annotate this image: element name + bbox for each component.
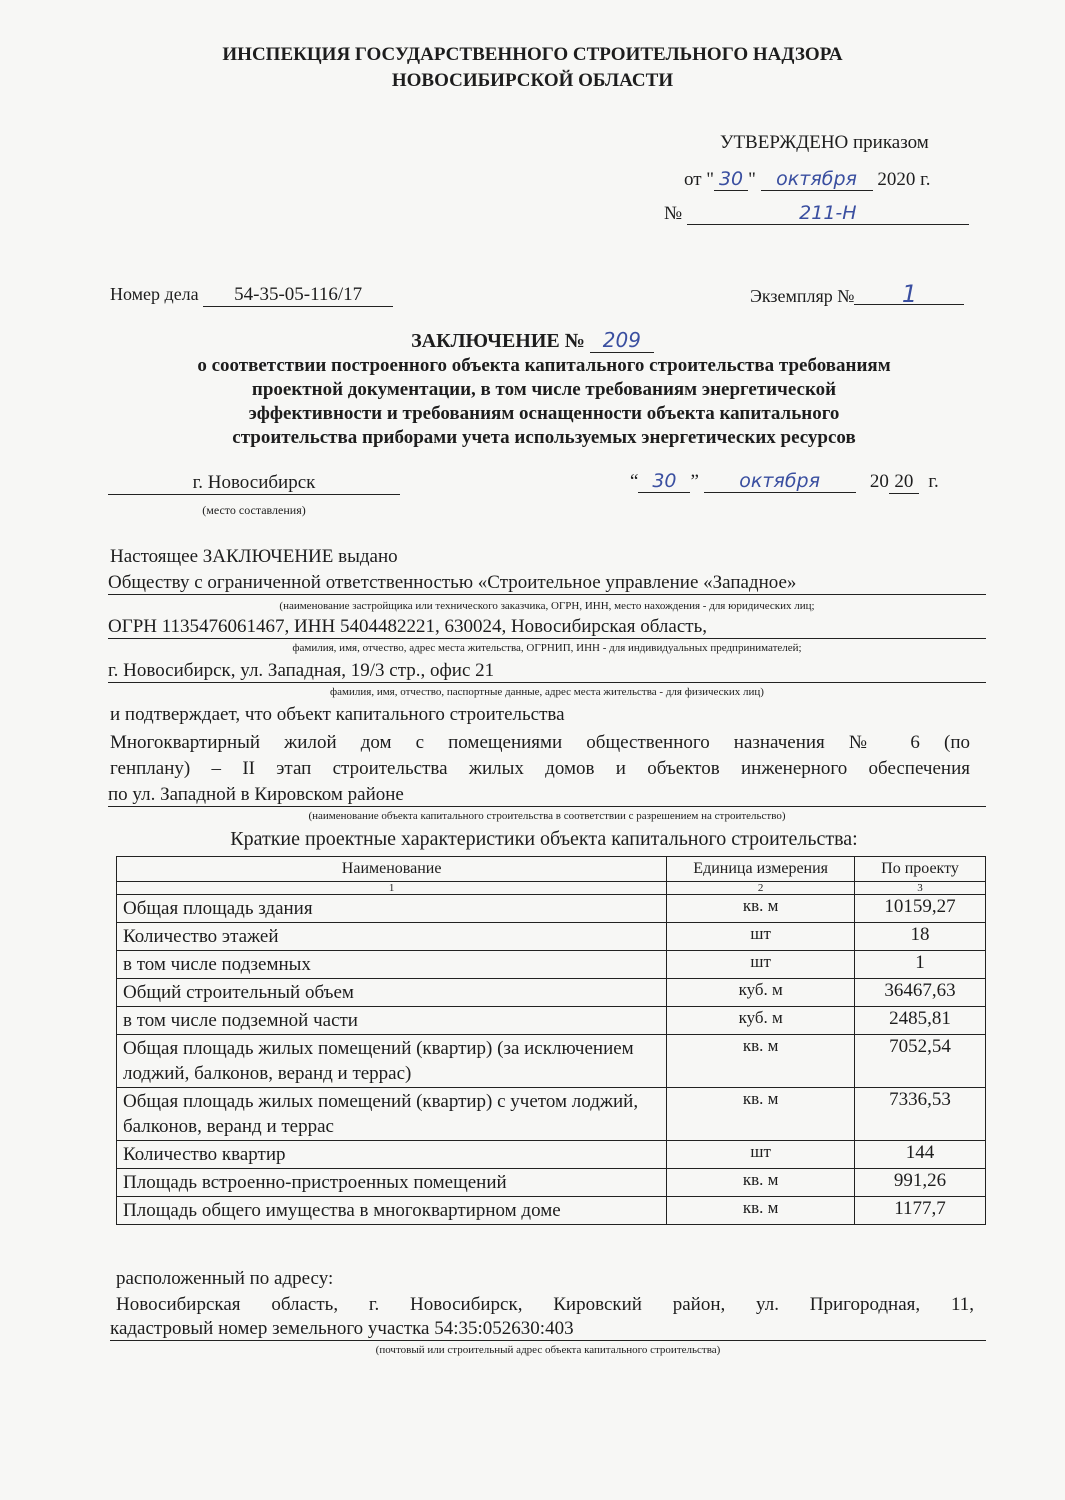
- approval-day: 30: [714, 168, 748, 191]
- place-date-open-quote: “: [630, 471, 639, 492]
- approval-title: УТВЕРЖДЕНО приказом: [720, 132, 929, 153]
- row-unit: кв. м: [667, 895, 855, 923]
- copy-number-row: [750, 280, 964, 308]
- conclusion-subtitle-line: строительства приборами учета используемых энергетических ресурсов: [232, 427, 856, 448]
- issued-line1: Обществу с ограниченной ответственностью «Строительное управление «Западное»: [108, 572, 986, 595]
- object-intro: и подтверждает, что объект капитального строительства: [110, 704, 565, 725]
- place-date-day: 30: [638, 470, 690, 493]
- place-year-unit: г.: [928, 471, 939, 492]
- object-line1: Многоквартирный жилой дом с помещениями общественного назначения № 6 (по: [110, 732, 970, 753]
- case-number-row: [110, 284, 393, 307]
- case-number-label: Номер дела: [110, 284, 199, 304]
- row-unit: куб. м: [667, 1007, 855, 1035]
- row-name: Количество квартир: [117, 1141, 667, 1169]
- table-header-row: [117, 857, 986, 882]
- col-number: 1: [117, 882, 667, 895]
- issued-line3: г. Новосибирск, ул. Западная, 19/3 стр., офис 21: [108, 660, 986, 683]
- table-row: [117, 1197, 986, 1225]
- table-row: [117, 951, 986, 979]
- org-title-line2: НОВОСИБИРСКОЙ ОБЛАСТИ: [391, 70, 674, 91]
- table-row: [117, 1141, 986, 1169]
- row-name: Общая площадь жилых помещений (квартир) с учетом лоджий, балконов, веранд и террас: [117, 1088, 667, 1141]
- address-line2: кадастровый номер земельного участка 54:35:052630:403: [110, 1318, 986, 1341]
- row-unit: кв. м: [667, 1169, 855, 1197]
- col-number: 3: [855, 882, 986, 895]
- copy-number: 1: [854, 284, 964, 305]
- address-caption: (почтовый или строительный адрес объекта капитального строительства): [375, 1344, 721, 1356]
- conclusion-subtitle-line: о соответствии построенного объекта капитального строительства требованиям: [197, 355, 891, 376]
- place-date-close-quote: ”: [690, 471, 699, 492]
- approval-day-suffix: ": [748, 169, 756, 190]
- place-caption: (место составления): [202, 503, 306, 517]
- row-unit: кв. м: [667, 1088, 855, 1141]
- issued-intro: Настоящее ЗАКЛЮЧЕНИЕ выдано: [110, 546, 398, 567]
- row-name: Общая площадь жилых помещений (квартир) (за исключением лоджий, балконов, веранд и террас): [117, 1035, 667, 1088]
- col-number: 2: [667, 882, 855, 895]
- approval-number-label: №: [664, 203, 683, 224]
- address-intro: расположенный по адресу:: [116, 1268, 334, 1289]
- approval-from-prefix: от ": [684, 169, 715, 190]
- row-value: 10159,27: [855, 895, 986, 923]
- place-city: г. Новосибирск: [108, 472, 400, 495]
- place-year-suffix: 20: [889, 471, 919, 494]
- row-value: 2485,81: [855, 1007, 986, 1035]
- address-line1: Новосибирская область, г. Новосибирск, Кировский район, ул. Пригородная, 11,: [116, 1294, 974, 1315]
- row-unit: шт: [667, 923, 855, 951]
- object-description: [110, 730, 970, 782]
- row-unit: кв. м: [667, 1197, 855, 1225]
- approval-number-row: [664, 202, 969, 225]
- row-unit: шт: [667, 1141, 855, 1169]
- row-value: 36467,63: [855, 979, 986, 1007]
- row-name: Общий строительный объем: [117, 979, 667, 1007]
- conclusion-title-prefix: ЗАКЛЮЧЕНИЕ №: [411, 330, 585, 352]
- conclusion-subtitle-line: эффективности и требованиям оснащенности объекта капитального: [248, 403, 840, 424]
- object-line2: генплану) – II этап строительства жилых домов и объектов инженерного обеспечения: [110, 758, 970, 779]
- row-value: 991,26: [855, 1169, 986, 1197]
- header-name: Наименование: [117, 857, 667, 882]
- header-value: По проекту: [855, 857, 986, 882]
- issued-caption1: (наименование застройщика или технического заказчика, ОГРН, ИНН, место нахождения - для юридических лиц;: [279, 600, 815, 612]
- org-title-line1: ИНСПЕКЦИЯ ГОСУДАРСТВЕННОГО СТРОИТЕЛЬНОГО НАДЗОРА: [222, 44, 843, 65]
- table-row: [117, 895, 986, 923]
- row-name: в том числе подземной части: [117, 1007, 667, 1035]
- object-line3: по ул. Западной в Кировском районе: [108, 784, 986, 807]
- header-unit: Единица измерения: [667, 857, 855, 882]
- table-row: [117, 923, 986, 951]
- approval-year: 2020 г.: [877, 169, 931, 190]
- row-unit: шт: [667, 951, 855, 979]
- object-caption: (наименование объекта капитального строительства в соответствии с разрешением на строительство): [308, 810, 786, 822]
- table-row: [117, 979, 986, 1007]
- row-value: 7336,53: [855, 1088, 986, 1141]
- row-value: 1: [855, 951, 986, 979]
- row-value: 7052,54: [855, 1035, 986, 1088]
- issued-line2: ОГРН 1135476061467, ИНН 5404482221, 630024, Новосибирская область,: [108, 616, 986, 639]
- conclusion-subtitle: [0, 354, 1065, 450]
- row-unit: кв. м: [667, 1035, 855, 1088]
- row-name: Площадь встроенно-пристроенных помещений: [117, 1169, 667, 1197]
- approval-number: 211-Н: [687, 202, 969, 225]
- table-row: [117, 1035, 986, 1088]
- approval-month: октября: [761, 168, 873, 191]
- table-column-numbers: [117, 882, 986, 895]
- table-row: [117, 1088, 986, 1141]
- row-value: 18: [855, 923, 986, 951]
- place-year-prefix: 20: [869, 471, 889, 492]
- table-row: [117, 1169, 986, 1197]
- row-name: Площадь общего имущества в многоквартирном доме: [117, 1197, 667, 1225]
- conclusion-number: 209: [590, 328, 654, 353]
- row-value: 1177,7: [855, 1197, 986, 1225]
- copy-number-label: Экземпляр №: [750, 286, 855, 306]
- characteristics-table: [116, 856, 986, 1225]
- case-number: 54-35-05-116/17: [203, 284, 393, 307]
- row-name: Общая площадь здания: [117, 895, 667, 923]
- row-value: 144: [855, 1141, 986, 1169]
- approval-date: [684, 168, 930, 191]
- issued-caption2: фамилия, имя, отчество, адрес места жительства, ОГРНИП, ИНН - для индивидуальных предпринимателей;: [292, 642, 802, 654]
- place-date: [630, 470, 939, 494]
- row-name: Количество этажей: [117, 923, 667, 951]
- row-unit: куб. м: [667, 979, 855, 1007]
- table-title: Краткие проектные характеристики объекта капитального строительства:: [230, 828, 858, 850]
- row-name: в том числе подземных: [117, 951, 667, 979]
- issued-caption3: фамилия, имя, отчество, паспортные данные, адрес места жительства - для физических лиц): [330, 686, 764, 698]
- table-row: [117, 1007, 986, 1035]
- conclusion-subtitle-line: проектной документации, в том числе требованиям энергетической: [251, 379, 837, 400]
- conclusion-title: [0, 328, 1065, 353]
- place-date-month: октября: [704, 470, 856, 493]
